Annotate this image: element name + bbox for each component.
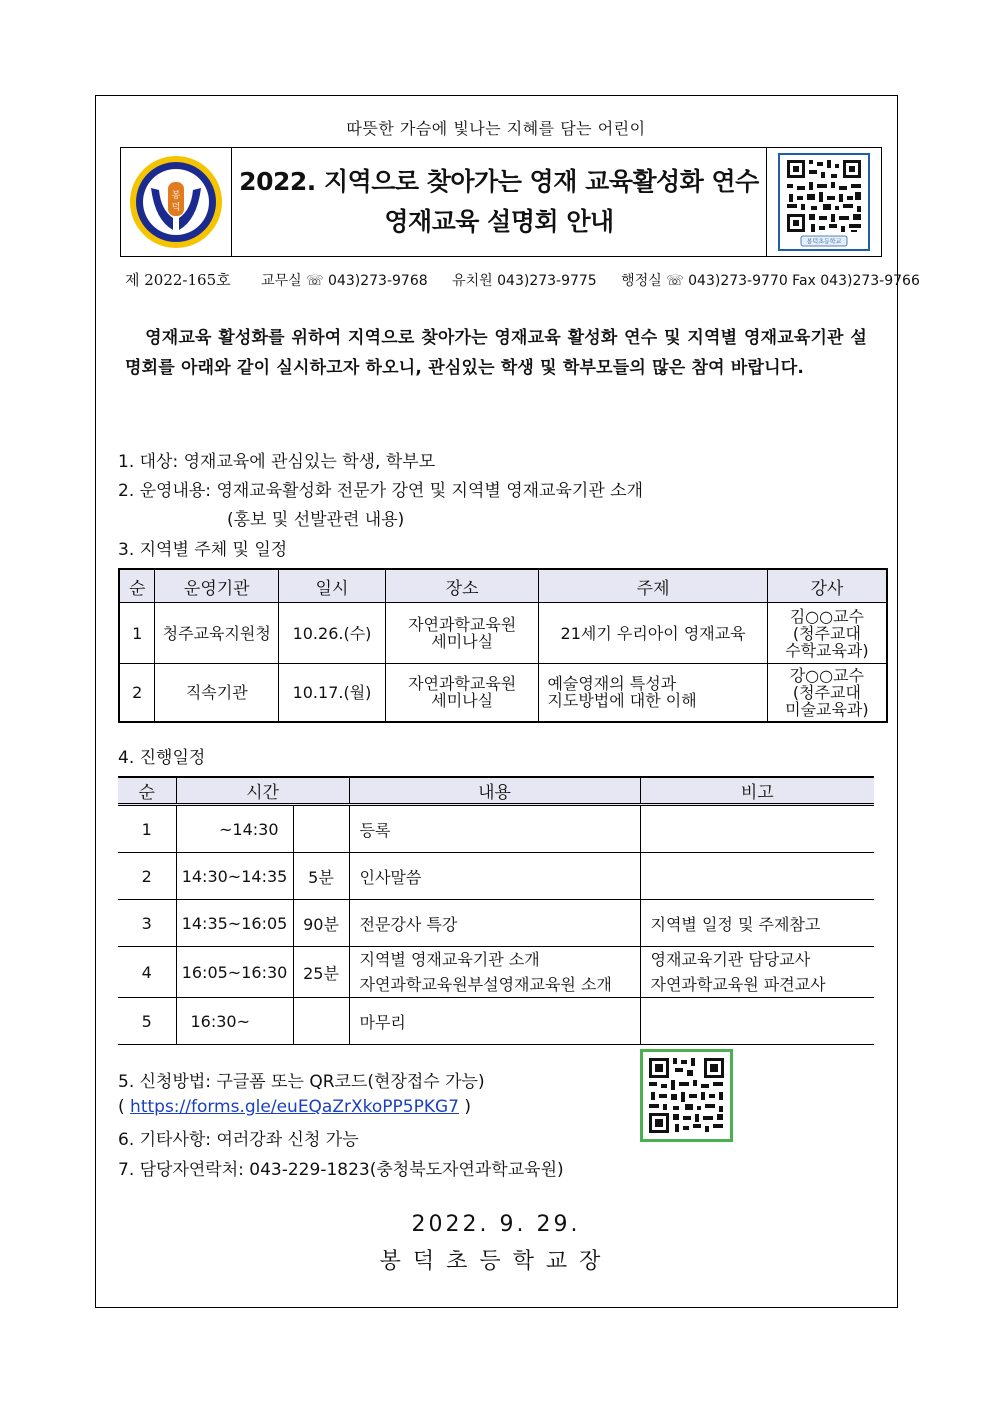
row-content: 전문강사 특강 <box>349 900 640 947</box>
col-place: 장소 <box>385 569 539 603</box>
row-note <box>640 947 874 998</box>
table-header-row <box>118 777 874 805</box>
principal-signature: 봉덕초등학교장 <box>379 1249 613 1274</box>
table-row <box>118 853 874 900</box>
col-no: 순 <box>119 569 155 603</box>
lecturer-line: 수학교육과) <box>785 640 869 660</box>
place-line: 자연과학교육원 <box>408 615 517 634</box>
row-content: 마무리 <box>349 998 640 1045</box>
row-no: 5 <box>118 998 176 1045</box>
row-time: 16:30~ <box>176 998 293 1045</box>
program-schedule-table <box>118 776 874 1045</box>
col-topic: 주제 <box>539 569 767 603</box>
note-line: 자연과학교육원 파견교사 <box>650 975 826 994</box>
letterhead <box>120 147 882 257</box>
office-contact: 교무실 ☏ 043)273-9768 <box>261 273 428 289</box>
row-no: 4 <box>118 947 176 998</box>
row-no: 1 <box>118 805 176 853</box>
place-line: 자연과학교육원 <box>408 674 517 694</box>
admin-contact: 행정실 ☏ 043)273-9770 Fax 043)273-9766 <box>621 273 920 289</box>
table-row <box>119 664 887 722</box>
section-6: 6. 기타사항: 여러강좌 신청 가능 <box>118 1130 359 1150</box>
section-1: 1. 대상: 영재교육에 관심있는 학생, 학부모 <box>118 452 436 472</box>
table-row <box>119 603 887 664</box>
section-5: 5. 신청방법: 구글폼 또는 QR코드(현장접수 가능) <box>118 1072 485 1092</box>
title-line-2: 영재교육 설명회 안내 <box>384 207 614 236</box>
place-line: 세미나실 <box>431 691 494 711</box>
intro-text: 영재교육 활성화를 위하여 지역으로 찾아가는 영재교육 활성화 연수 및 지역별 영재교육기관 설명회를 아래와 같이 실시하고자 하오니, 관심있는 학생 및 학부모들의 많은 참여 바랍니다. <box>125 328 868 378</box>
header-qr-code <box>766 148 881 256</box>
google-form-link[interactable]: https://forms.gle/euEQaZrXkoPP5PKG7 <box>130 1097 459 1117</box>
lecturer-line: 미술교육과) <box>785 699 869 719</box>
kindergarten-contact: 유치원 043)273-9775 <box>452 273 597 289</box>
topic-line: 지도방법에 대한 이해 <box>547 691 697 711</box>
lecturer-line: 강○○교수 <box>789 665 865 685</box>
row-topic <box>539 603 767 664</box>
issue-date: 2022. 9. 29. <box>411 1212 581 1237</box>
row-lecturer <box>767 603 887 664</box>
row-place <box>385 603 539 664</box>
regional-schedule-table <box>118 568 888 723</box>
section-3: 3. 지역별 주체 및 일정 <box>118 540 288 560</box>
title-line-1: 2022. 지역으로 찾아가는 영재 교육활성화 연수 <box>239 167 759 196</box>
row-time: 14:30~14:35 <box>176 853 293 900</box>
col-no: 순 <box>118 777 176 805</box>
col-content: 내용 <box>349 777 640 805</box>
section-5-link-line <box>118 1097 471 1117</box>
table-row <box>118 998 874 1045</box>
application-qr-code[interactable] <box>640 1049 733 1142</box>
row-content: 인사말씀 <box>349 853 640 900</box>
row-no: 3 <box>118 900 176 947</box>
school-logo <box>121 148 232 256</box>
section-7: 7. 담당자연락처: 043-229-1823(충청북도자연과학교육원) <box>118 1160 564 1180</box>
row-org: 청주교육지원청 <box>155 603 279 664</box>
col-org: 운영기관 <box>155 569 279 603</box>
topic-line: 예술영재의 특성과 <box>547 674 677 694</box>
table-row <box>118 805 874 853</box>
row-note <box>640 853 874 900</box>
row-org: 직속기관 <box>155 664 279 722</box>
row-duration: 90분 <box>293 900 349 947</box>
link-paren-open: ( <box>118 1097 125 1117</box>
row-date: 10.26.(수) <box>279 603 386 664</box>
place-line: 세미나실 <box>431 632 494 651</box>
content-line: 지역별 영재교육기관 소개 <box>359 950 540 969</box>
note-line: 영재교육기관 담당교사 <box>650 950 811 969</box>
document-number: 제 2022-165호 <box>125 271 231 289</box>
topic-line: 21세기 우리아이 영재교육 <box>560 623 746 643</box>
row-no: 2 <box>118 853 176 900</box>
qr-caption: 봉덕초등학교 <box>806 238 842 246</box>
lecturer-line: 김○○교수 <box>789 606 865 626</box>
row-date: 10.17.(월) <box>279 664 386 722</box>
lecturer-line: (청주교대 <box>792 623 861 643</box>
col-date: 일시 <box>279 569 386 603</box>
table-row <box>118 947 874 998</box>
row-duration: 25분 <box>293 947 349 998</box>
section-2-sub: (홍보 및 선발관련 내용) <box>227 510 405 530</box>
row-note: 지역별 일정 및 주제참고 <box>640 900 874 947</box>
row-topic <box>539 664 767 722</box>
table-row <box>118 900 874 947</box>
section-4: 4. 진행일정 <box>118 748 206 768</box>
school-motto: 따뜻한 가슴에 빛나는 지혜를 담는 어린이 <box>346 119 646 138</box>
row-content <box>349 947 640 998</box>
section-2: 2. 운영내용: 영재교육활성화 전문가 강연 및 지역별 영재교육기관 소개 <box>118 481 643 501</box>
row-no: 1 <box>119 603 155 664</box>
row-no: 2 <box>119 664 155 722</box>
col-time: 시간 <box>176 777 349 805</box>
table-header-row <box>119 569 887 603</box>
content-line: 자연과학교육원부설영재교육원 소개 <box>359 975 612 994</box>
col-lecturer: 강사 <box>767 569 887 603</box>
svg-text:봉: 봉 <box>171 191 181 201</box>
col-note: 비고 <box>640 777 874 805</box>
row-note <box>640 805 874 853</box>
lecturer-line: (청주교대 <box>792 682 861 702</box>
document-info-line <box>125 269 940 290</box>
link-paren-close: ) <box>464 1097 472 1117</box>
row-time: ~14:30 <box>176 805 293 853</box>
row-note <box>640 998 874 1045</box>
row-content: 등록 <box>349 805 640 853</box>
svg-text:덕: 덕 <box>171 203 181 213</box>
row-time: 14:35~16:05 <box>176 900 293 947</box>
row-time: 16:05~16:30 <box>176 947 293 998</box>
document-title <box>231 162 767 242</box>
intro-paragraph <box>125 324 867 383</box>
row-duration <box>293 998 349 1045</box>
row-duration: 5분 <box>293 853 349 900</box>
row-place <box>385 664 539 722</box>
row-lecturer <box>767 664 887 722</box>
row-duration <box>293 805 349 853</box>
